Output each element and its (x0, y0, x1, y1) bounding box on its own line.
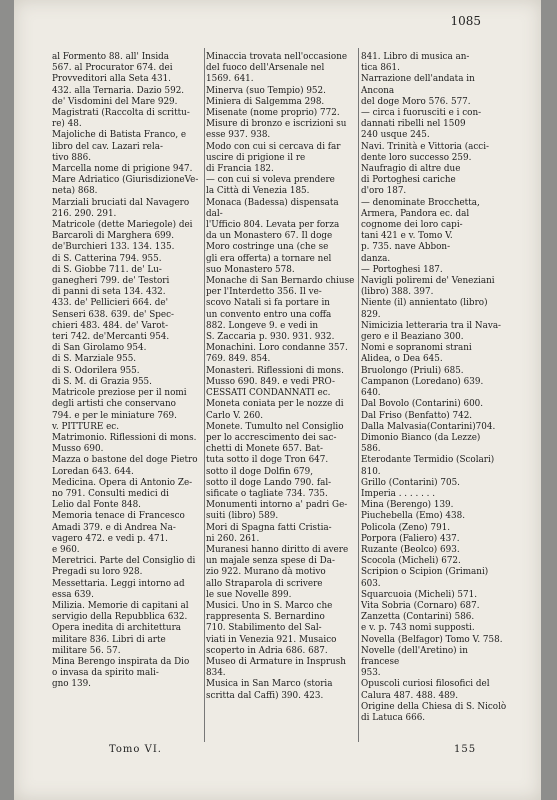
index-line: — denominate Brocchetta, (361, 197, 480, 208)
index-line: di S. Catterina 794. 955. (52, 253, 162, 264)
index-line: — Portoghesi 187. (361, 264, 443, 275)
index-line: Ruzante (Beolco) 693. (361, 544, 460, 555)
index-line: 432. alla Ternaria. Dazio 592. (52, 85, 185, 96)
index-line: v. PITTURE ec. (52, 421, 119, 432)
index-line: tani 421 e v. Tomo V. (361, 231, 453, 242)
index-line: 216. 290. 291. (52, 208, 117, 219)
column-divider (358, 48, 359, 742)
index-line: e v. p. 743 nomi supposti. (361, 623, 475, 634)
index-line: Lelio dal Fonte 848. (52, 500, 141, 511)
index-line: Opuscoli curiosi filosofici del (361, 679, 490, 690)
index-line: Monaca (Badessa) dispensata dal- (206, 197, 339, 219)
index-line: 240 usque 245. (361, 130, 430, 141)
index-line: di Latuca 666. (361, 712, 426, 723)
index-line: 433. de' Pellicieri 664. de' (52, 298, 169, 309)
index-line: Loredan 643. 644. (52, 466, 134, 477)
index-line: Novelle (dell'Aretino) in francese (361, 645, 468, 667)
index-line: 834. (206, 668, 226, 679)
index-line: di panni di seta 134. 432. (52, 287, 166, 298)
index-line: chieri 483. 484. de' Varot- (52, 320, 169, 331)
index-line: e 960. (52, 544, 80, 555)
index-line: 603. (361, 578, 381, 589)
index-line: Monete. Tumulto nel Consiglio (206, 421, 344, 432)
index-line: Musso 690. 849. e vedi PRO- (206, 376, 336, 387)
index-line: Moneta coniata per le nozze di (206, 399, 344, 410)
index-line: scoperto in Adria 686. 687. (206, 645, 328, 656)
index-line: Mori di Spagna fatti Cristia- (206, 522, 332, 533)
index-line: essa 639. (52, 589, 94, 600)
index-line: suiti (libro) 589. (206, 511, 279, 522)
index-line: di S. Giobbe 711. de' Lu- (52, 264, 162, 275)
index-line: Nimicizia letteraria tra il Nava- (361, 320, 502, 331)
index-line: suo Monastero 578. (206, 264, 295, 275)
index-line: Minaccia trovata nell'occasione (206, 52, 348, 62)
index-line: Majoliche di Batista Franco, e (52, 130, 187, 141)
index-line: gno 139. (52, 679, 91, 690)
index-line: CESSATI CONDANNATI ec. (206, 388, 331, 399)
index-line: 810. (361, 466, 381, 477)
index-line: Eterodante Termidio (Scolari) (361, 455, 495, 466)
index-line: un convento entro una coffa (206, 309, 332, 320)
index-line: Misure di bronzo e iscrizioni su (206, 119, 347, 130)
index-column-2 (206, 52, 358, 702)
index-line: Musso 690. (52, 444, 104, 455)
index-line: di Portoghesi cariche (361, 175, 456, 186)
index-line: Monache di San Bernardo chiuse (206, 276, 355, 287)
index-line: l'Ufficio 804. Levata per forza (206, 220, 340, 231)
index-line: 586. (361, 444, 381, 455)
index-line: Alidea, o Dea 645. (361, 354, 443, 365)
index-line: danza. (361, 253, 391, 264)
index-line: Marcella nome di prigione 947. (52, 164, 193, 175)
index-line: Squarcuoia (Micheli) 571. (361, 589, 478, 600)
column-divider (204, 48, 205, 742)
index-line: di S. Marziale 955. (52, 354, 137, 365)
index-line: di Francia 182. (206, 164, 274, 175)
index-line: dannati ribelli nel 1509 (361, 119, 466, 130)
index-line: dente loro successo 259. (361, 152, 472, 163)
index-line: Scocola (Micheli) 672. (361, 556, 461, 567)
index-line: 640. (361, 388, 381, 399)
index-line: Musici. Uno in S. Marco che (206, 600, 333, 611)
index-line: Mare Adriatico (GiurisdizioneVe- (52, 175, 199, 186)
index-line: cognome dei loro capi- (361, 220, 463, 231)
index-line: Pregadi su loro 928. (52, 567, 143, 578)
index-line: Memoria tenace di Francesco (52, 511, 185, 522)
index-line: Messettaria. Leggi intorno ad (52, 578, 185, 589)
index-line: — con cui si voleva prendere (206, 175, 335, 186)
index-line: per l'Interdetto 356. Il ve- (206, 287, 322, 298)
index-line: Milizia. Memorie di capitani al (52, 600, 189, 611)
index-line: 794. e per le miniature 769. (52, 410, 177, 421)
index-line: esse 937. 938. (206, 130, 271, 141)
index-line: Mina (Berengo) 139. (361, 500, 454, 511)
index-line: 769. 849. 854. (206, 354, 271, 365)
index-line: Senseri 638. 639. de' Spec- (52, 309, 175, 320)
index-line: Miniera di Salgemma 298. (206, 96, 325, 107)
volume-label: Tomo VI. (109, 744, 162, 755)
index-line: Modo con cui si cercava di far (206, 141, 341, 152)
index-line: militare 836. Libri di arte (52, 634, 166, 645)
index-line: Navi. Trinità e Vittoria (acci- (361, 141, 490, 152)
index-line: Dal Bovolo (Contarini) 600. (361, 399, 484, 410)
index-line: di S. M. di Grazia 955. (52, 376, 152, 387)
index-line: Armera, Pandora ec. dal (361, 208, 470, 219)
signature-mark: 155 (454, 744, 477, 755)
index-line: 841. Libro di musica an- (361, 52, 470, 62)
index-line: — circa i fuorusciti e i con- (361, 108, 482, 119)
index-line: al Formento 88. all' Insida (52, 52, 170, 62)
index-line: Navigli poliremi de' Veneziani (361, 276, 495, 287)
index-line: Grillo (Contarini) 705. (361, 477, 460, 488)
index-line: Vita Sobria (Cornaro) 687. (361, 600, 480, 611)
index-line: Monasteri. Riflessioni di mons. (206, 365, 344, 376)
index-line: scritta dal Caffi) 390. 423. (206, 690, 324, 701)
index-line: di San Girolamo 954. (52, 343, 147, 354)
index-line: Monachini. Loro condanne 357. (206, 343, 348, 354)
index-line: Bruolongo (Priuli) 685. (361, 365, 464, 376)
index-line: per lo accrescimento dei sac- (206, 432, 337, 443)
index-line: Porpora (Faliero) 437. (361, 533, 460, 544)
index-line: Provveditori alla Seta 431. (52, 74, 171, 85)
index-line: o invasa da spirito mali- (52, 668, 159, 679)
index-line: Musica in San Marco (storia (206, 679, 333, 690)
index-line: allo Straparola di scrivere (206, 578, 323, 589)
index-line: del fuoco dell'Arsenale nel (206, 63, 325, 74)
index-line: no 791. Consulti medici di (52, 488, 169, 499)
index-line: de'Burchieri 133. 134. 135. (52, 242, 175, 253)
index-line: tivo 886. (52, 152, 91, 163)
index-line: de' Visdomini del Mare 929. (52, 96, 178, 107)
index-line: tica 861. (361, 63, 400, 74)
index-line: neta) 868. (52, 186, 98, 197)
index-line: Museo di Armature in Insprush (206, 656, 346, 667)
index-line: Policola (Zeno) 791. (361, 522, 451, 533)
index-line: Nomi e sopranomi strani (361, 343, 472, 354)
index-line: re) 48. (52, 119, 82, 130)
index-line: di S. Odorilera 955. (52, 365, 140, 376)
index-column-3 (361, 52, 507, 724)
index-line: ni 260. 261. (206, 533, 260, 544)
index-line: Monumenti intorno a' padri Ge- (206, 500, 348, 511)
index-line: Dimonio Bianco (da Lezze) (361, 432, 481, 443)
index-line: Calura 487. 488. 489. (361, 690, 459, 701)
index-line: libro del cav. Lazari rela- (52, 141, 163, 152)
index-line: gli era offerta) a tornare nel (206, 253, 332, 264)
index-line: sificate o tagliate 734. 735. (206, 488, 328, 499)
index-line: sotto il doge Dolfin 679, (206, 466, 314, 477)
index-line: ganegheri 799. de' Testori (52, 276, 170, 287)
index-line: Novella (Belfagor) Tomo V. 758. (361, 634, 503, 645)
index-line: Matrimonio. Riflessioni di mons. (52, 432, 197, 443)
index-line: Origine della Chiesa di S. Nicolò (361, 701, 507, 712)
index-line: Matricole (dette Mariegole) dei (52, 220, 193, 231)
index-line: gero e il Beaziano 300. (361, 332, 464, 343)
index-line: Magistrati (Raccolta di scrittu- (52, 108, 190, 119)
index-line: Imperia . . . . . . . (361, 488, 436, 499)
index-line: vagero 472. e vedi p. 471. (52, 533, 168, 544)
index-line: Mina Berengo inspirata da Dio (52, 656, 190, 667)
index-line: Moro costringe una (che se (206, 242, 329, 253)
index-line: del doge Moro 576. 577. (361, 96, 471, 107)
index-line: Opera inedita di architettura (52, 623, 182, 634)
index-line: Naufragio di altre due (361, 164, 461, 175)
index-line: (libro) 388. 397. (361, 287, 434, 298)
index-line: servigio della Repubblica 632. (52, 612, 188, 623)
index-line: rappresenta S. Bernardino (206, 612, 325, 623)
index-line: Meretrici. Parte del Consiglio di (52, 556, 196, 567)
index-line: Piuchebella (Emo) 438. (361, 511, 466, 522)
index-line: teri 742. de'Mercanti 954. (52, 332, 170, 343)
index-line: p. 735. nave Abbon- (361, 242, 451, 253)
index-line: Medicina. Opera di Antonio Ze- (52, 477, 193, 488)
index-line: Carlo V. 260. (206, 410, 264, 421)
index-line: zio 922. Murano dà motivo (206, 567, 326, 578)
index-line: la Città di Venezia 185. (206, 186, 310, 197)
index-line: 710. Stabilimento del Sal- (206, 623, 322, 634)
index-line: Marziali bruciati dal Navagero (52, 197, 190, 208)
index-line: Barcaroli di Marghera 699. (52, 231, 175, 242)
index-line: militare 56. 57. (52, 645, 121, 656)
index-line: Amadi 379. e di Andrea Na- (52, 522, 176, 533)
index-line: le sue Novelle 899. (206, 589, 292, 600)
index-line: un majale senza spese di Da- (206, 556, 335, 567)
index-line: Matricole preziose per il nomi (52, 388, 187, 399)
index-line: Niente (il) annientato (libro) 829. (361, 298, 488, 320)
index-line: chetti di Monete 657. Bat- (206, 444, 324, 455)
index-column-1 (52, 52, 200, 691)
index-line: tuta sotto il doge Tron 647. (206, 455, 329, 466)
index-line: 567. al Procurator 674. dei (52, 63, 173, 74)
index-line: Dal Friso (Benfatto) 742. (361, 410, 473, 421)
index-line: uscire di prigione il re (206, 152, 306, 163)
index-line: d'oro 187. (361, 186, 407, 197)
page-number: 1085 (450, 14, 481, 28)
index-line: Dalla Malvasia(Contarini)704. (361, 421, 496, 432)
index-line: Minerva (suo Tempio) 952. (206, 85, 326, 96)
index-line: sotto il doge Lando 790. fal- (206, 477, 332, 488)
index-line: scovo Natali si fa portare in (206, 298, 330, 309)
index-line: Muranesi hanno diritto di avere (206, 544, 349, 555)
index-line: Campanon (Loredano) 639. (361, 376, 484, 387)
index-line: Misenate (nome proprio) 772. (206, 108, 340, 119)
index-line: viati in Venezia 921. Musaico (206, 634, 337, 645)
index-line: degli artisti che conservano (52, 399, 176, 410)
index-line: Narrazione dell'andata in Ancona (361, 74, 475, 96)
index-line: 1569. 641. (206, 74, 254, 85)
index-line: Scripion o Scipion (Grimani) (361, 567, 489, 578)
index-line: S. Zaccaria p. 930. 931. 932. (206, 332, 335, 343)
index-line: 882. Longeve 9. e vedi in (206, 320, 319, 331)
book-page (14, 0, 541, 800)
index-line: Mazza o bastone del doge Pietro (52, 455, 198, 466)
index-line: 953. (361, 668, 381, 679)
index-line: da un Monastero 67. Il doge (206, 231, 333, 242)
index-line: Zanzetta (Contarini) 586. (361, 612, 475, 623)
